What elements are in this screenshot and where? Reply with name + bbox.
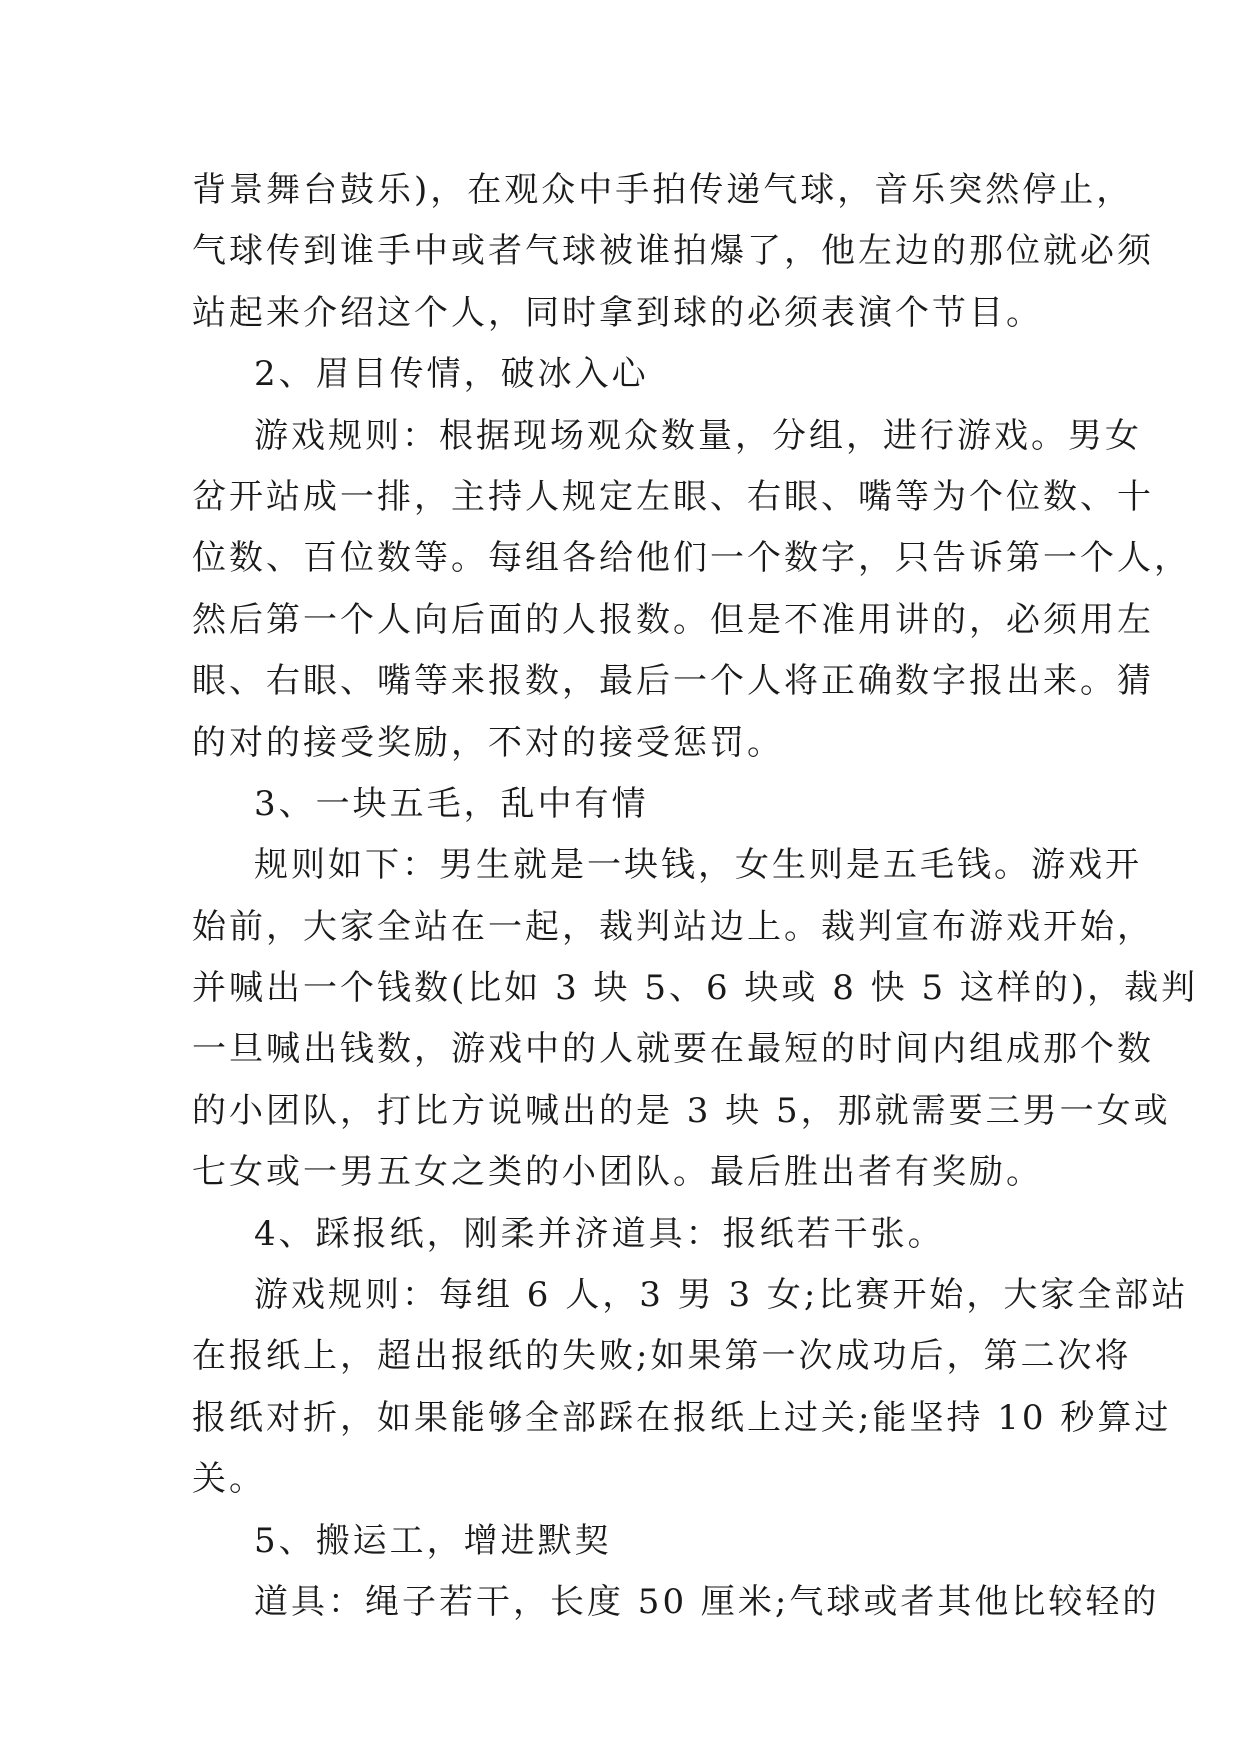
- text-line: 眼、右眼、嘴等来报数，最后一个人将正确数字报出来。猜: [192, 661, 1154, 702]
- text-line: 4、踩报纸，刚柔并济道具：报纸若干张。: [254, 1213, 945, 1254]
- text-line: 位数、百位数等。每组各给他们一个数字，只告诉第一个人，: [192, 538, 1191, 579]
- text-line: 规则如下：男生就是一块钱，女生则是五毛钱。游戏开: [254, 845, 1142, 886]
- text-line: 背景舞台鼓乐)，在观众中手拍传递气球，音乐突然停止，: [192, 170, 1134, 210]
- document-body: [192, 160, 1199, 1633]
- text-line: 在报纸上，超出报纸的失败;如果第一次成功后，第二次将: [192, 1336, 1132, 1377]
- text-line: 游戏规则：根据现场观众数量，分组，进行游戏。男女: [254, 415, 1142, 456]
- text-line: 始前，大家全站在一起，裁判站边上。裁判宣布游戏开始，: [192, 906, 1154, 947]
- text-line: 站起来介绍这个人，同时拿到球的必须表演个节目。: [192, 292, 1043, 333]
- text-line: 5、搬运工，增进默契: [254, 1520, 612, 1561]
- text-line: 一旦喊出钱数，游戏中的人就要在最短的时间内组成那个数: [192, 1029, 1154, 1070]
- text-line: 游戏规则：每组 6 人，3 男 3 女;比赛开始，大家全部站: [254, 1275, 1189, 1316]
- text-line: 气球传到谁手中或者气球被谁拍爆了，他左边的那位就必须: [192, 231, 1154, 272]
- text-line: 报纸对折，如果能够全部踩在报纸上过关;能坚持 10 秒算过: [192, 1397, 1172, 1438]
- text-line: 岔开站成一排，主持人规定左眼、右眼、嘴等为个位数、十: [192, 476, 1154, 517]
- text-line: 的对的接受奖励，不对的接受惩罚。: [192, 722, 784, 763]
- text-line: 关。: [192, 1459, 266, 1500]
- text-line: 3、一块五毛，乱中有情: [254, 783, 649, 824]
- text-line: 2、眉目传情，破冰入心: [254, 354, 649, 395]
- text-line: 的小团队，打比方说喊出的是 3 块 5，那就需要三男一女或: [192, 1090, 1171, 1131]
- text-line: 道具：绳子若干，长度 50 厘米;气球或者其他比较轻的: [254, 1581, 1160, 1622]
- text-line: 然后第一个人向后面的人报数。但是不准用讲的，必须用左: [192, 599, 1154, 640]
- text-line: 并喊出一个钱数(比如 3 块 5、6 块或 8 快 5 这样的)，裁判: [192, 968, 1199, 1009]
- text-line: 七女或一男五女之类的小团队。最后胜出者有奖励。: [192, 1152, 1043, 1193]
